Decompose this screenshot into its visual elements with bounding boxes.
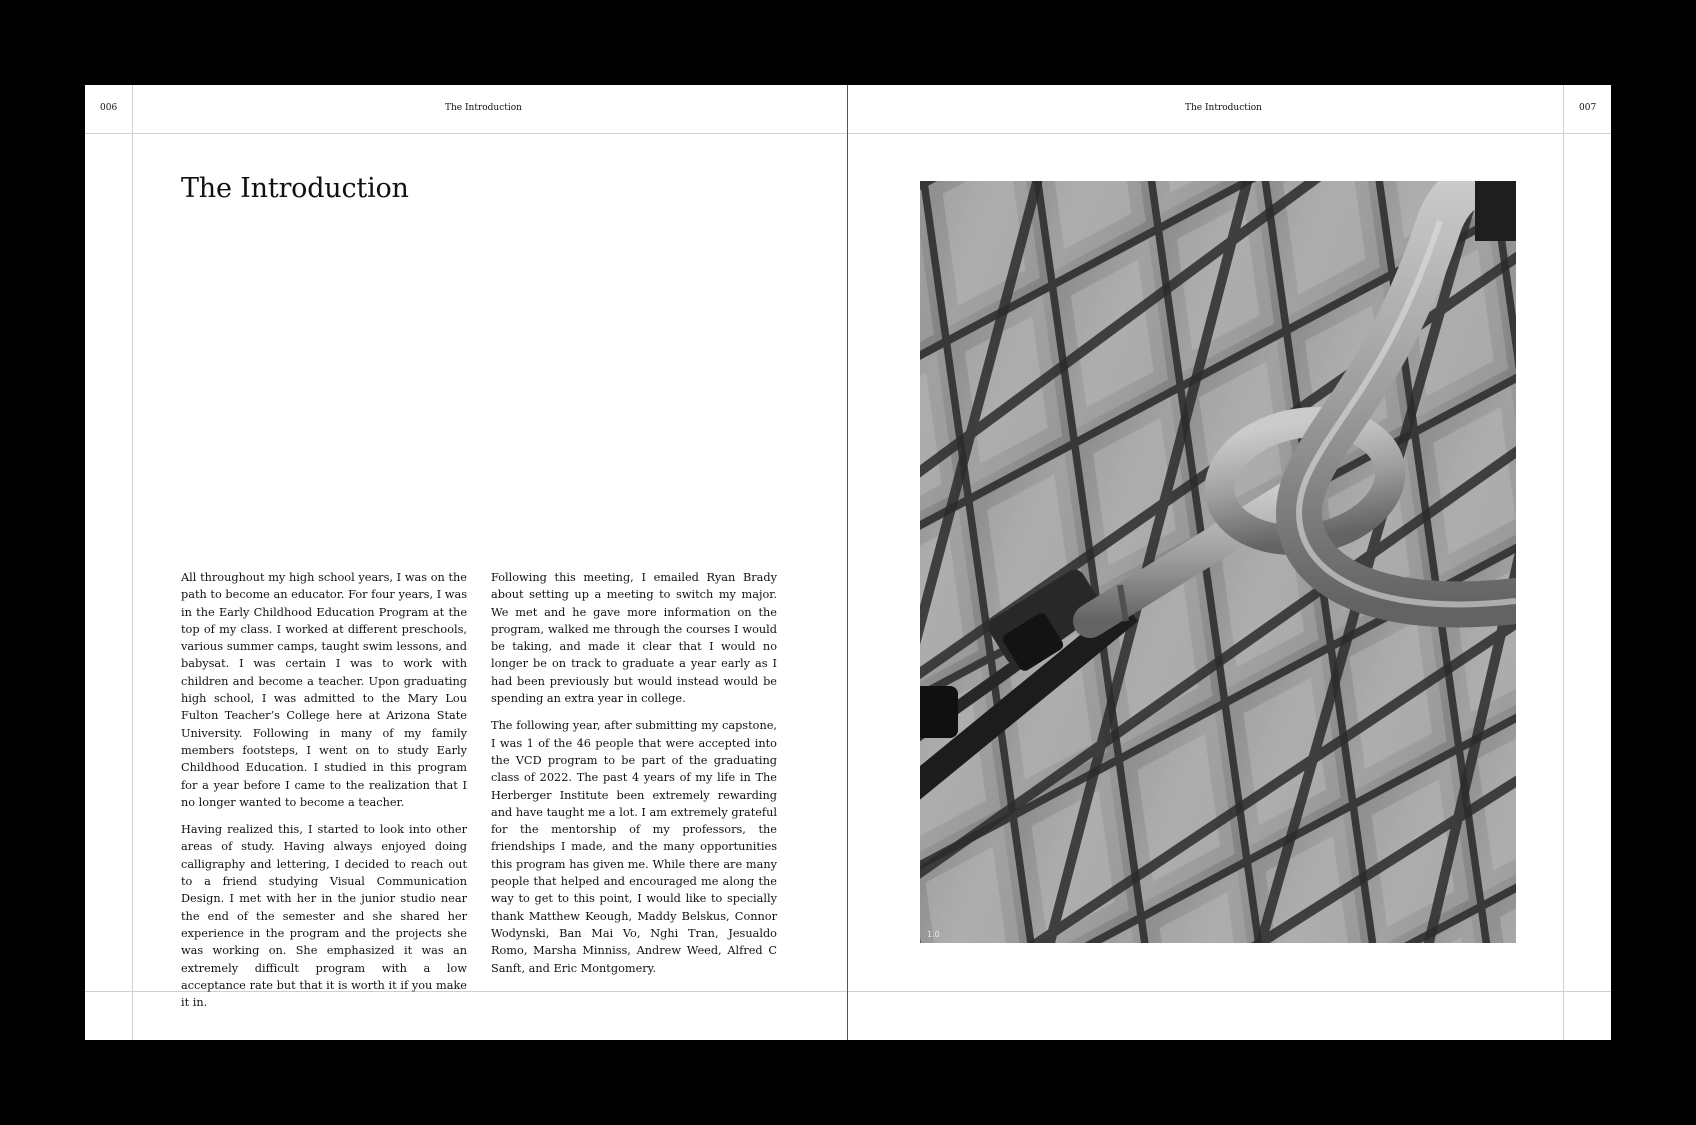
spread-gutter [847, 85, 848, 1040]
photo-caption: 1.0 [927, 930, 940, 939]
photo-glass-block-wall-with-eye-bolt [920, 181, 1516, 943]
header-rule [85, 133, 1611, 134]
right-folio: 007 [1579, 103, 1597, 113]
paragraph: Following this meeting, I emailed Ryan Brady about setting up a meeting to switch my major. We met and he gave more information on the program, walked me through the courses I would be taking, and made it clear that I would no longer be on track to graduate a year early as I had been previously but would instead would be spending an extra year in college. [491, 571, 777, 706]
text-column-2 [491, 569, 777, 987]
text-column-1 [181, 569, 467, 1021]
left-running-head: The Introduction [445, 103, 522, 113]
paragraph: The following year, after submitting my capstone, I was 1 of the 46 people that were accepted into the VCD program to be part of the graduating class of 2022. The past 4 years of my life in The Herberger Institute been extremely rewarding and have taught me a lot. I am extremely grateful for the mentorship of my professors, the friendships I made, and the many opportunities this program has given me. While there are many people that helped and encouraged me along the way to get to this point, I would like to specially thank Matthew Keough, Maddy Belskus, Connor Wodynski, Ban Mai Vo, Nghi Tran, Jesualdo Romo, Marsha Minniss, Andrew Weed, Alfred C Sanft, and Eric Montgomery. [491, 719, 777, 975]
left-margin-rule [132, 85, 133, 1040]
left-folio: 006 [100, 103, 118, 113]
book-spread [85, 85, 1611, 1040]
paragraph: Having realized this, I started to look into other areas of study. Having always enjoyed doing calligraphy and lettering, I decided to reach out to a friend studying Visual Communication Design. I met with her in the junior studio near the end of the semester and she shared her experience in the program and the projects she was working on. She emphasized it was an extremely difficult program with a low acceptance rate but that it is worth it if you make it in. [181, 823, 467, 1010]
right-running-head: The Introduction [1185, 103, 1262, 113]
right-margin-rule [1563, 85, 1564, 1040]
photo-illustration [920, 181, 1516, 943]
paragraph: All throughout my high school years, I was on the path to become an educator. For four years, I was in the Early Childhood Education Program at the top of my class. I worked at different preschools, various summer camps, taught swim lessons, and babysat. I was certain I was to work with children and become a teacher. Upon graduating high school, I was admitted to the Mary Lou Fulton Teacher’s College here at Arizona State University. Following in many of my family members footsteps, I went on to study Early Childhood Education. I studied in this program for a year before I came to the realization that I no longer wanted to become a teacher. [181, 571, 467, 809]
page-title: The Introduction [181, 173, 409, 204]
